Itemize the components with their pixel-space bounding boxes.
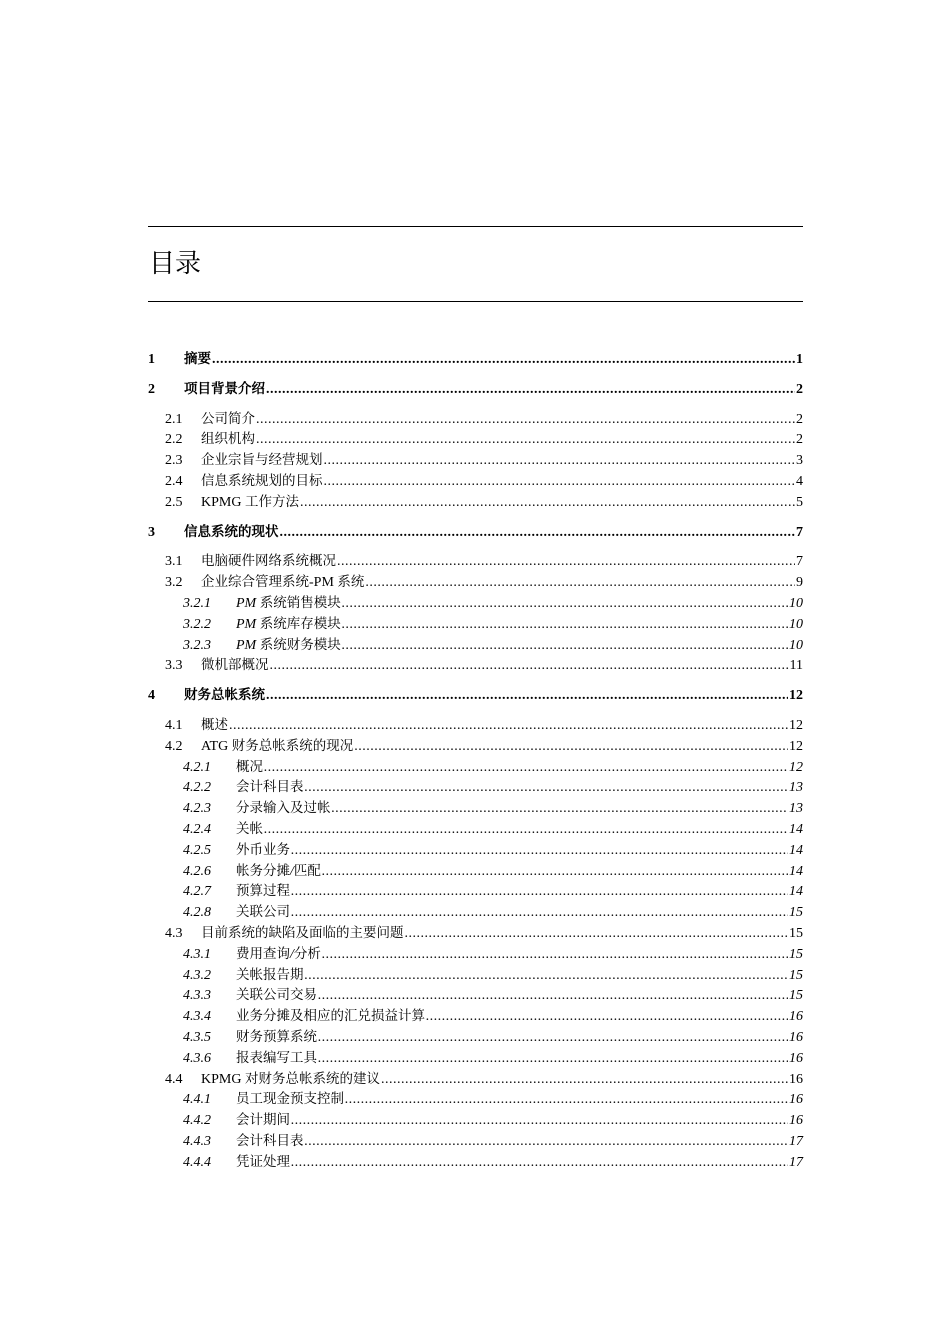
toc-entry-4-2-1[interactable] <box>148 757 803 778</box>
toc-entry-4-2-5[interactable] <box>148 840 803 861</box>
toc-entry-page: 5 <box>796 494 803 510</box>
toc-entry-page: 9 <box>796 575 803 591</box>
toc-entry-number: 2.5 <box>165 494 183 510</box>
toc-leader-dots <box>270 656 789 677</box>
toc-entry-title: KPMG 工作方法 <box>201 493 299 510</box>
toc-leader-dots <box>322 862 788 883</box>
toc-entry-4-2-4[interactable] <box>148 819 803 840</box>
toc-leader-dots <box>264 820 788 841</box>
toc-entry-4[interactable] <box>148 685 803 706</box>
toc-entry-page: 2 <box>796 411 803 427</box>
toc-leader-dots <box>381 1070 788 1091</box>
toc-leader-dots <box>266 686 788 707</box>
toc-leader-dots <box>291 841 788 862</box>
toc-entry-page: 3 <box>796 453 803 469</box>
toc-entry-title: PM 系统库存模块 <box>236 615 341 632</box>
toc-entry-page: 15 <box>789 967 803 983</box>
page-title: 目录 <box>149 249 202 279</box>
toc-entry-title: 会计科目表 <box>236 1132 304 1149</box>
toc-entry-number: 4.3.6 <box>183 1050 211 1066</box>
toc-entry-title: 组织机构 <box>201 431 255 448</box>
toc-entry-number: 1 <box>148 352 155 367</box>
toc-entry-number: 3.2.3 <box>183 637 211 653</box>
toc-entry-number: 4.2.3 <box>183 801 211 817</box>
toc-entry-title: 会计期间 <box>236 1112 290 1129</box>
toc-entry-number: 2.3 <box>165 453 183 469</box>
toc-entry-3-2[interactable] <box>148 572 803 593</box>
toc-leader-dots <box>337 552 795 573</box>
toc-leader-dots <box>345 1090 788 1111</box>
toc-entry-title: 关联公司交易 <box>236 987 317 1004</box>
toc-entry-number: 3.2 <box>165 575 183 591</box>
toc-entry-number: 3.2.1 <box>183 595 211 611</box>
toc-entry-number: 2 <box>148 381 155 397</box>
toc-entry-title: ATG 财务总帐系统的现况 <box>201 737 354 754</box>
toc-leader-dots <box>305 778 789 799</box>
toc-leader-dots <box>305 1132 789 1153</box>
table-of-contents <box>148 349 803 1172</box>
toc-entry-1[interactable] <box>148 349 803 370</box>
toc-entry-page: 15 <box>789 925 803 941</box>
toc-entry-title: 外币业务 <box>236 841 290 858</box>
toc-entry-page: 10 <box>789 616 803 632</box>
toc-entry-number: 3.1 <box>165 554 183 570</box>
toc-entry-page: 14 <box>789 842 803 858</box>
toc-entry-title: 财务预算系统 <box>236 1028 317 1045</box>
toc-entry-title: 业务分摊及相应的汇兑损益计算 <box>236 1008 425 1025</box>
toc-leader-dots <box>318 1049 788 1070</box>
toc-entry-number: 3.3 <box>165 658 183 674</box>
toc-entry-2-4[interactable] <box>148 471 803 492</box>
toc-leader-dots <box>318 1028 788 1049</box>
toc-entry-page: 12 <box>789 717 803 733</box>
toc-leader-dots <box>264 758 788 779</box>
toc-entry-page: 7 <box>796 554 803 570</box>
toc-entry-page: 16 <box>789 1113 803 1129</box>
toc-entry-4-4-1[interactable] <box>148 1089 803 1110</box>
toc-entry-4-3-2[interactable] <box>148 965 803 986</box>
toc-leader-dots <box>426 1007 788 1028</box>
toc-entry-page: 10 <box>789 637 803 653</box>
toc-entry-title: 概况 <box>236 758 263 775</box>
toc-entry-page: 16 <box>789 1029 803 1045</box>
toc-entry-title: 微机部概况 <box>201 657 269 674</box>
toc-entry-title: 预算过程 <box>236 883 290 900</box>
toc-entry-title: 目前系统的缺陷及面临的主要问题 <box>201 924 404 941</box>
toc-entry-3[interactable] <box>148 522 803 543</box>
toc-entry-title: PM 系统财务模块 <box>236 636 341 653</box>
toc-entry-title: 项目背景介绍 <box>184 380 265 397</box>
toc-entry-page: 12 <box>789 738 803 754</box>
toc-entry-number: 4.4.4 <box>183 1154 211 1170</box>
toc-entry-4-2-8[interactable] <box>148 902 803 923</box>
toc-leader-dots <box>354 737 788 758</box>
toc-leader-dots <box>266 380 795 401</box>
toc-entry-number: 4.2 <box>165 738 183 754</box>
toc-entry-number: 4.2.1 <box>183 759 211 775</box>
toc-entry-page: 14 <box>789 863 803 879</box>
toc-entry-page: 16 <box>789 1071 803 1087</box>
toc-entry-number: 4.3.5 <box>183 1029 211 1045</box>
toc-leader-dots <box>229 716 788 737</box>
toc-entry-4-3-4[interactable] <box>148 1006 803 1027</box>
toc-entry-title: PM 系统销售模块 <box>236 594 341 611</box>
toc-entry-page: 17 <box>789 1133 803 1149</box>
toc-leader-dots <box>280 523 796 544</box>
toc-entry-title: 帐务分摊/匹配 <box>236 862 321 879</box>
toc-entry-page: 17 <box>789 1154 803 1170</box>
toc-entry-3-2-2[interactable] <box>148 614 803 635</box>
toc-entry-title: 费用查询/分析 <box>236 945 321 962</box>
toc-entry-page: 15 <box>789 988 803 1004</box>
toc-entry-number: 4.4.3 <box>183 1133 211 1149</box>
toc-entry-page: 2 <box>796 432 803 448</box>
toc-entry-2[interactable] <box>148 379 803 400</box>
toc-entry-4-3[interactable] <box>148 923 803 944</box>
toc-entry-page: 15 <box>789 946 803 962</box>
toc-entry-4-4[interactable] <box>148 1069 803 1090</box>
toc-leader-dots <box>291 1153 788 1174</box>
toc-entry-number: 4.2.7 <box>183 884 211 900</box>
toc-leader-dots <box>324 451 796 472</box>
toc-entry-page: 12 <box>789 759 803 775</box>
toc-entry-page: 10 <box>789 595 803 611</box>
document-page <box>148 226 803 1172</box>
toc-entry-title: 关帐 <box>236 820 263 837</box>
toc-entry-title: 摘要 <box>184 351 211 367</box>
toc-leader-dots <box>256 430 795 451</box>
toc-entry-4-3-3[interactable] <box>148 985 803 1006</box>
toc-entry-page: 14 <box>789 884 803 900</box>
toc-entry-number: 2.1 <box>165 411 183 427</box>
toc-entry-title: 电脑硬件网络系统概况 <box>201 553 336 570</box>
toc-leader-dots <box>256 410 795 431</box>
toc-entry-title: 会计科目表 <box>236 779 304 796</box>
toc-entry-title: 员工现金预支控制 <box>236 1091 344 1108</box>
toc-entry-4-4-4[interactable] <box>148 1152 803 1173</box>
toc-entry-title: KPMG 对财务总帐系统的建议 <box>201 1070 380 1087</box>
toc-leader-dots <box>342 636 788 657</box>
toc-entry-4-3-1[interactable] <box>148 944 803 965</box>
bottom-rule <box>148 301 803 302</box>
toc-entry-number: 4.4.1 <box>183 1092 211 1108</box>
toc-leader-dots <box>300 493 795 514</box>
toc-entry-page: 14 <box>789 821 803 837</box>
toc-entry-page: 4 <box>796 473 803 489</box>
toc-entry-number: 4.2.5 <box>183 842 211 858</box>
toc-entry-number: 4.2.4 <box>183 821 211 837</box>
toc-entry-3-3[interactable] <box>148 655 803 676</box>
toc-entry-number: 4.3 <box>165 925 183 941</box>
toc-entry-number: 2.4 <box>165 473 183 489</box>
toc-entry-4-2-7[interactable] <box>148 881 803 902</box>
toc-entry-4-2-3[interactable] <box>148 798 803 819</box>
toc-entry-3-2-1[interactable] <box>148 593 803 614</box>
toc-entry-number: 4.2.8 <box>183 905 211 921</box>
toc-entry-number: 4.3.1 <box>183 946 211 962</box>
toc-entry-4-1[interactable] <box>148 715 803 736</box>
toc-leader-dots <box>291 903 788 924</box>
toc-entry-page: 15 <box>789 905 803 921</box>
toc-entry-2-5[interactable] <box>148 492 803 513</box>
toc-leader-dots <box>291 882 788 903</box>
toc-entry-number: 4.2.2 <box>183 780 211 796</box>
toc-entry-number: 3.2.2 <box>183 616 211 632</box>
toc-entry-number: 4.2.6 <box>183 863 211 879</box>
toc-entry-page: 16 <box>789 1050 803 1066</box>
toc-entry-4-3-5[interactable] <box>148 1027 803 1048</box>
toc-entry-title: 关联公司 <box>236 904 290 921</box>
toc-entry-4-2[interactable] <box>148 736 803 757</box>
toc-entry-title: 分录输入及过帐 <box>236 800 331 817</box>
toc-entry-2-1[interactable] <box>148 409 803 430</box>
toc-entry-number: 4.1 <box>165 717 183 733</box>
toc-entry-title: 报表编写工具 <box>236 1049 317 1066</box>
toc-entry-number: 4.3.4 <box>183 1009 211 1025</box>
toc-entry-3-2-3[interactable] <box>148 635 803 656</box>
toc-leader-dots <box>212 350 795 371</box>
toc-entry-number: 3 <box>148 524 155 540</box>
toc-leader-dots <box>332 799 789 820</box>
toc-entry-title: 公司简介 <box>201 410 255 427</box>
toc-entry-4-4-2[interactable] <box>148 1110 803 1131</box>
toc-leader-dots <box>291 1111 788 1132</box>
toc-entry-title: 信息系统的现状 <box>184 523 279 540</box>
toc-entry-page: 1 <box>796 352 803 367</box>
toc-entry-number: 4.3.2 <box>183 967 211 983</box>
toc-entry-page: 12 <box>789 688 803 704</box>
toc-leader-dots <box>322 945 788 966</box>
toc-leader-dots <box>342 594 788 615</box>
toc-entry-title: 关帐报告期 <box>236 966 304 983</box>
toc-entry-page: 13 <box>789 801 803 817</box>
toc-entry-title: 企业宗旨与经营规划 <box>201 452 323 469</box>
toc-entry-2-2[interactable] <box>148 429 803 450</box>
toc-entry-page: 7 <box>796 524 803 540</box>
toc-entry-page: 16 <box>789 1092 803 1108</box>
toc-leader-dots <box>342 615 788 636</box>
toc-entry-number: 4.4.2 <box>183 1113 211 1129</box>
toc-entry-3-1[interactable] <box>148 551 803 572</box>
toc-entry-title: 财务总帐系统 <box>184 687 265 704</box>
toc-entry-number: 4 <box>148 688 155 704</box>
toc-entry-4-2-2[interactable] <box>148 777 803 798</box>
toc-entry-4-2-6[interactable] <box>148 861 803 882</box>
toc-entry-page: 2 <box>796 381 803 397</box>
toc-entry-number: 4.4 <box>165 1071 183 1087</box>
toc-entry-page: 11 <box>789 658 803 674</box>
toc-entry-number: 4.3.3 <box>183 988 211 1004</box>
toc-leader-dots <box>365 573 795 594</box>
toc-entry-4-4-3[interactable] <box>148 1131 803 1152</box>
toc-entry-page: 16 <box>789 1009 803 1025</box>
toc-entry-page: 13 <box>789 780 803 796</box>
toc-leader-dots <box>318 986 788 1007</box>
toc-entry-title: 概述 <box>201 716 228 733</box>
toc-entry-4-3-6[interactable] <box>148 1048 803 1069</box>
toc-entry-title: 凭证处理 <box>236 1153 290 1170</box>
toc-entry-2-3[interactable] <box>148 450 803 471</box>
toc-entry-number: 2.2 <box>165 432 183 448</box>
toc-entry-title: 信息系统规划的目标 <box>201 472 323 489</box>
toc-entry-title: 企业综合管理系统-PM 系统 <box>201 574 365 591</box>
toc-leader-dots <box>405 924 789 945</box>
toc-leader-dots <box>324 472 796 493</box>
toc-leader-dots <box>305 966 789 987</box>
